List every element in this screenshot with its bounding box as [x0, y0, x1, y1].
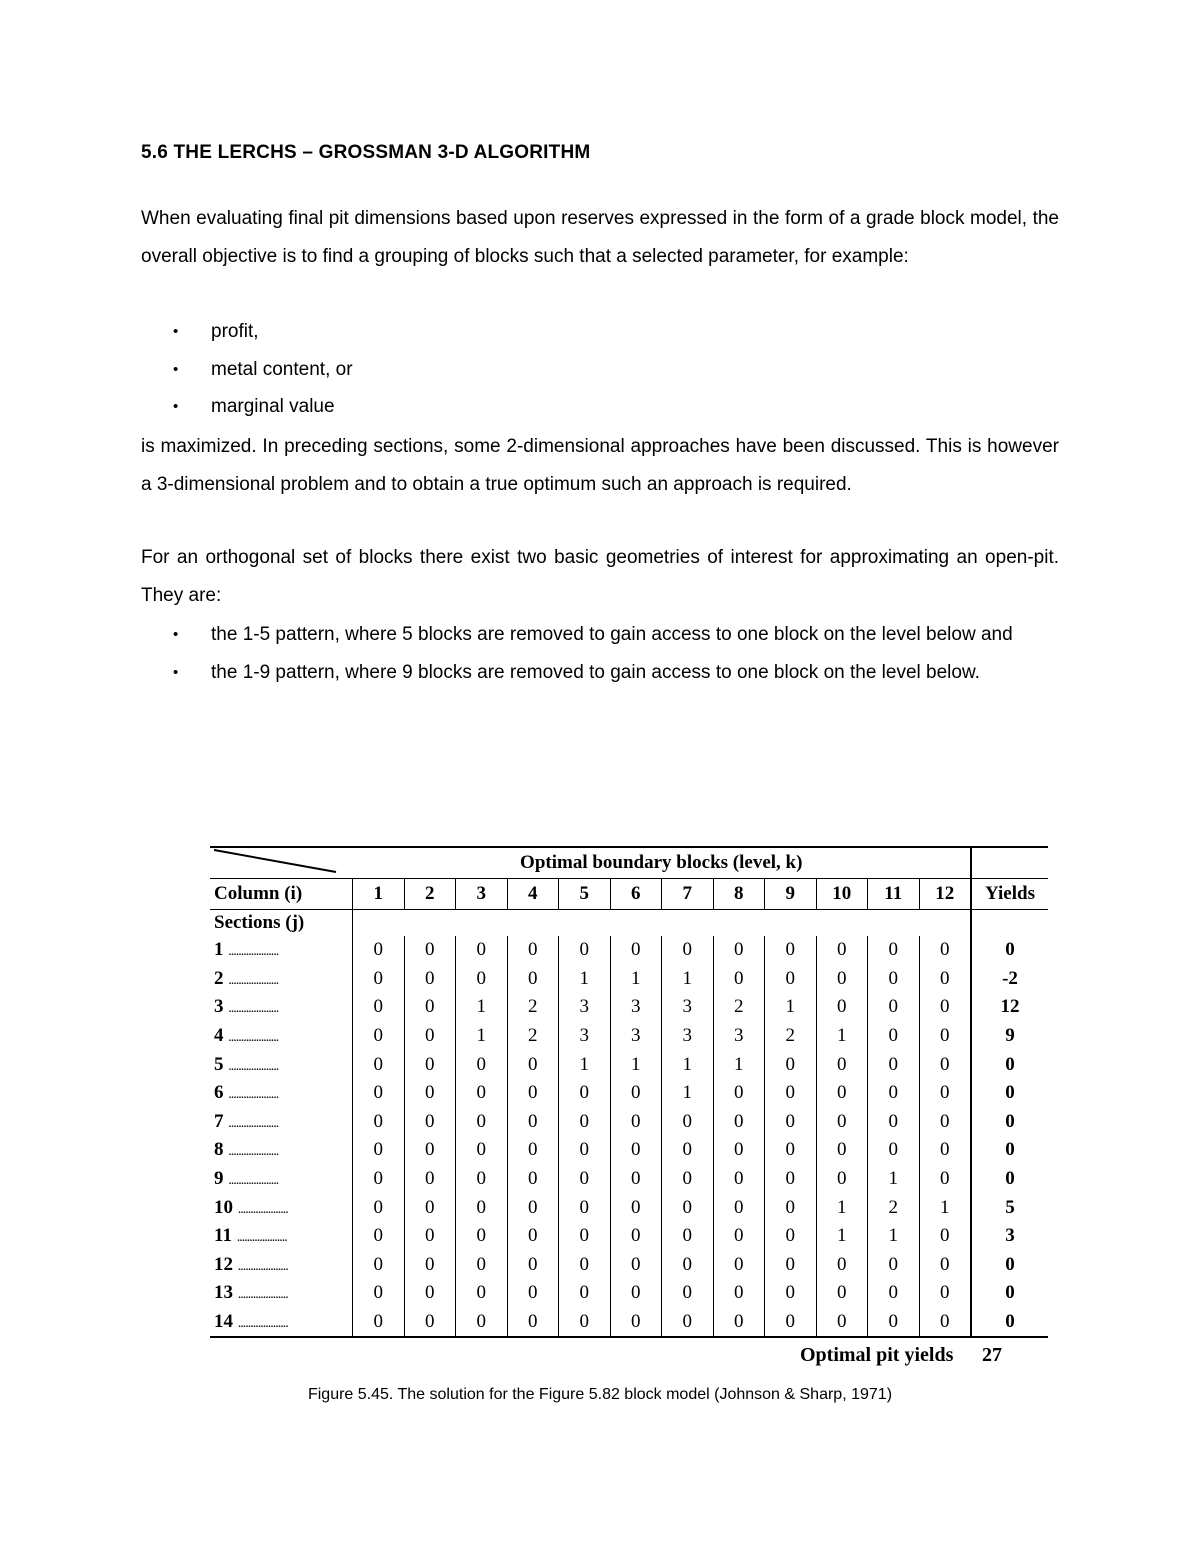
- list-item: • marginal value: [141, 388, 1059, 426]
- table-cell: 0: [456, 1136, 508, 1165]
- table-cell: 0: [456, 1279, 508, 1308]
- column-header: 6: [610, 879, 662, 910]
- table-cell: 0: [507, 1165, 559, 1194]
- table-cell: 0: [507, 965, 559, 994]
- table-cell: 0: [919, 993, 971, 1022]
- table-cell: 0: [559, 936, 611, 965]
- table-cell: 0: [404, 1308, 456, 1338]
- table-cell: 3: [662, 993, 714, 1022]
- table-cell: 0: [404, 1193, 456, 1222]
- table-cell: 0: [353, 1136, 405, 1165]
- table-cell: 0: [456, 1108, 508, 1137]
- table-cell: 0: [816, 1308, 868, 1338]
- list-item: • the 1-5 pattern, where 5 blocks are removed to gain access to one block on the level below and: [141, 616, 1059, 654]
- table-cell: 1: [610, 1050, 662, 1079]
- table-cell: 0: [507, 1251, 559, 1280]
- table-cell: 0: [868, 1136, 920, 1165]
- table-cell: 0: [919, 936, 971, 965]
- table-cell: 0: [816, 936, 868, 965]
- table-row: [210, 1079, 1048, 1108]
- table-cell: 0: [868, 1050, 920, 1079]
- table-cell: 0: [662, 1308, 714, 1338]
- table-row: [210, 1251, 1048, 1280]
- table-cell: 0: [610, 1251, 662, 1280]
- table-cell: 0: [404, 1079, 456, 1108]
- table-row: [210, 1165, 1048, 1194]
- table-cell: 1: [816, 1193, 868, 1222]
- table-cell: 0: [559, 1308, 611, 1338]
- table-cell: 0: [353, 1022, 405, 1051]
- table-row: [210, 1136, 1048, 1165]
- table-cell: 0: [610, 1279, 662, 1308]
- table-cell: 0: [816, 1251, 868, 1280]
- table-cell: 0: [919, 1165, 971, 1194]
- table-cell: 0: [816, 1279, 868, 1308]
- table-cell: 0: [816, 965, 868, 994]
- yield-cell: 0: [971, 1251, 1048, 1280]
- table-cell: 0: [507, 1193, 559, 1222]
- table-cell: 0: [816, 1165, 868, 1194]
- table-row: [210, 1050, 1048, 1079]
- table-cell: 0: [456, 1079, 508, 1108]
- table-cell: 1: [662, 965, 714, 994]
- objective-parameter-list: [141, 313, 1059, 426]
- table-cell: 0: [765, 1165, 817, 1194]
- table-cell: 0: [713, 936, 765, 965]
- table-cell: 0: [559, 1222, 611, 1251]
- table-cell: 3: [559, 1022, 611, 1051]
- table-cell: 0: [868, 993, 920, 1022]
- table-cell: 0: [662, 1108, 714, 1137]
- table-cell: 1: [765, 993, 817, 1022]
- table-cell: 0: [610, 936, 662, 965]
- column-header: 11: [868, 879, 920, 910]
- table-cell: 0: [816, 1136, 868, 1165]
- table-title-row: [210, 847, 1048, 879]
- section-label: 2 ....................: [214, 967, 279, 989]
- yield-cell: 0: [971, 936, 1048, 965]
- summary-label: Optimal pit yields: [800, 1344, 954, 1366]
- list-item: • the 1-9 pattern, where 9 blocks are removed to gain access to one block on the level below.: [141, 654, 1059, 692]
- table-cell: 0: [456, 1050, 508, 1079]
- bullet-icon: •: [173, 626, 179, 643]
- table-cell: 0: [868, 1022, 920, 1051]
- table-cell: 2: [713, 993, 765, 1022]
- yield-cell: 12: [971, 993, 1048, 1022]
- table-cell: 3: [559, 993, 611, 1022]
- table-cell: 0: [662, 1222, 714, 1251]
- table-cell: 0: [456, 936, 508, 965]
- table-cell: 0: [662, 1165, 714, 1194]
- section-label: 14 ....................: [210, 1308, 353, 1338]
- table-row: [210, 1279, 1048, 1308]
- table-row: [210, 965, 1048, 994]
- table-cell: 0: [919, 1136, 971, 1165]
- yield-cell: 0: [971, 1279, 1048, 1308]
- table-cell: 2: [507, 1022, 559, 1051]
- table-cell: 1: [713, 1050, 765, 1079]
- table-cell: 0: [765, 936, 817, 965]
- table-cell: 0: [713, 1251, 765, 1280]
- table-cell: 0: [765, 1050, 817, 1079]
- table-cell: 0: [353, 965, 405, 994]
- table-cell: 0: [868, 1251, 920, 1280]
- table-cell: 0: [353, 1165, 405, 1194]
- table-cell: 1: [662, 1050, 714, 1079]
- table-cell: 0: [353, 1279, 405, 1308]
- table-cell: 0: [456, 1251, 508, 1280]
- table-cell: 2: [868, 1193, 920, 1222]
- table-cell: 0: [559, 1108, 611, 1137]
- summary-value: 27: [982, 1344, 1002, 1366]
- data-table: [210, 846, 1048, 1338]
- list-item: • metal content, or: [141, 351, 1059, 389]
- table-cell: 0: [765, 1136, 817, 1165]
- table-cell: 0: [713, 1165, 765, 1194]
- table-cell: 0: [919, 1108, 971, 1137]
- table-cell: 0: [765, 1251, 817, 1280]
- table-cell: 0: [507, 1279, 559, 1308]
- table-cell: 1: [816, 1222, 868, 1251]
- table-cell: 0: [765, 1193, 817, 1222]
- table-cell: 0: [507, 1079, 559, 1108]
- table-cell: 0: [765, 1108, 817, 1137]
- table-cell: 1: [662, 1079, 714, 1108]
- table-cell: 1: [610, 965, 662, 994]
- table-cell: 0: [919, 965, 971, 994]
- table-cell: 0: [919, 1279, 971, 1308]
- table-cell: 0: [765, 1308, 817, 1338]
- table-cell: 0: [610, 1165, 662, 1194]
- table-cell: 1: [559, 965, 611, 994]
- table-cell: 1: [456, 993, 508, 1022]
- table-cell: 0: [353, 1108, 405, 1137]
- yield-cell: 0: [971, 1308, 1048, 1338]
- table-cell: 0: [919, 1050, 971, 1079]
- table-cell: 0: [713, 1079, 765, 1108]
- column-header: 2: [404, 879, 456, 910]
- table-cell: 2: [765, 1022, 817, 1051]
- table-cell: 0: [868, 1308, 920, 1338]
- yield-cell: 5: [971, 1193, 1048, 1222]
- table-cell: 0: [713, 1222, 765, 1251]
- column-header: 8: [713, 879, 765, 910]
- pit-yields-summary: [800, 1344, 1002, 1367]
- table-cell: 0: [816, 993, 868, 1022]
- yield-cell: 0: [971, 1108, 1048, 1137]
- table-cell: 0: [610, 1136, 662, 1165]
- table-cell: 0: [713, 1308, 765, 1338]
- table-cell: 0: [765, 1279, 817, 1308]
- yield-cell: 9: [971, 1022, 1048, 1051]
- table-cell: 0: [919, 1079, 971, 1108]
- yield-cell: 0: [971, 1165, 1048, 1194]
- table-cell: 1: [559, 1050, 611, 1079]
- table-cell: 0: [353, 1222, 405, 1251]
- section-heading: 5.6 THE LERCHS – GROSSMAN 3-D ALGORITHM: [141, 142, 591, 163]
- table-cell: 0: [919, 1251, 971, 1280]
- table-cell: 0: [507, 1222, 559, 1251]
- table-cell: 0: [404, 1222, 456, 1251]
- column-header: 3: [456, 879, 508, 910]
- table-cell: 1: [456, 1022, 508, 1051]
- table-cell: 0: [353, 936, 405, 965]
- section-label: 13 ....................: [214, 1282, 288, 1304]
- table-cell: 0: [765, 1079, 817, 1108]
- table-cell: 0: [507, 1308, 559, 1338]
- table-cell: 0: [559, 1136, 611, 1165]
- table-cell: 0: [404, 1165, 456, 1194]
- column-header: 10: [816, 879, 868, 910]
- section-label: 4 ....................: [214, 1025, 279, 1047]
- table-cell: 0: [713, 1108, 765, 1137]
- table-cell: 0: [559, 1079, 611, 1108]
- table-cell: 0: [868, 1108, 920, 1137]
- yield-cell: 0: [971, 1136, 1048, 1165]
- table-cell: 0: [507, 1136, 559, 1165]
- section-label: 7 ....................: [214, 1110, 279, 1132]
- bullet-icon: •: [173, 398, 179, 415]
- table-cell: 0: [507, 1108, 559, 1137]
- table-cell: 0: [456, 1222, 508, 1251]
- column-header: 4: [507, 879, 559, 910]
- table-cell: 0: [353, 1050, 405, 1079]
- yield-cell: 0: [971, 1050, 1048, 1079]
- bullet-icon: •: [173, 360, 179, 378]
- table-cell: 0: [816, 1079, 868, 1108]
- section-label: 3 ....................: [214, 996, 279, 1018]
- table-cell: 0: [610, 1079, 662, 1108]
- sections-label-row: [210, 910, 1048, 937]
- table-cell: 0: [353, 1193, 405, 1222]
- yields-header: Yields: [971, 879, 1048, 910]
- table-cell: 0: [507, 936, 559, 965]
- table-cell: 0: [610, 1193, 662, 1222]
- table-cell: 3: [662, 1022, 714, 1051]
- table-cell: 0: [404, 1108, 456, 1137]
- table-cell: 0: [559, 1251, 611, 1280]
- table-cell: 1: [919, 1193, 971, 1222]
- table-cell: 3: [610, 993, 662, 1022]
- bullet-icon: •: [173, 323, 179, 340]
- column-header: 7: [662, 879, 714, 910]
- table-header-row: [210, 879, 1048, 910]
- table-cell: 0: [868, 1079, 920, 1108]
- table-row: [210, 1022, 1048, 1051]
- table-cell: 0: [456, 965, 508, 994]
- table-cell: 0: [713, 1136, 765, 1165]
- column-header: 1: [353, 879, 405, 910]
- section-label: 6 ....................: [214, 1082, 279, 1104]
- table-cell: 0: [404, 1022, 456, 1051]
- table-cell: 0: [610, 1222, 662, 1251]
- table-cell: 0: [868, 936, 920, 965]
- section-label: 10 ....................: [214, 1196, 288, 1218]
- table-cell: 0: [662, 936, 714, 965]
- table-cell: 0: [662, 1193, 714, 1222]
- table-cell: 0: [765, 1222, 817, 1251]
- section-label: 12 ....................: [214, 1253, 288, 1275]
- table-cell: 0: [919, 1308, 971, 1338]
- table-cell: 0: [662, 1251, 714, 1280]
- column-label: Column (i): [210, 879, 353, 910]
- table-row: [210, 1308, 1048, 1338]
- table-cell: 0: [353, 993, 405, 1022]
- table-cell: 0: [559, 1165, 611, 1194]
- table-cell: 0: [868, 965, 920, 994]
- figure-caption: Figure 5.45. The solution for the Figure 5.82 block model (Johnson & Sharp, 1971): [307, 1386, 893, 1403]
- table-row: [210, 1108, 1048, 1137]
- table-cell: 0: [713, 1193, 765, 1222]
- table-cell: 3: [610, 1022, 662, 1051]
- table-cell: 0: [919, 1222, 971, 1251]
- table-cell: 0: [662, 1136, 714, 1165]
- table-title: Optimal boundary blocks (level, k): [353, 847, 972, 879]
- table-cell: 0: [456, 1308, 508, 1338]
- table-row: [210, 1193, 1048, 1222]
- table-cell: 0: [816, 1108, 868, 1137]
- table-row: [210, 1222, 1048, 1251]
- yield-cell: 3: [971, 1222, 1048, 1251]
- column-header: 12: [919, 879, 971, 910]
- yield-cell: 0: [971, 1079, 1048, 1108]
- boundary-blocks-table: [210, 846, 1048, 1338]
- table-cell: 0: [353, 1308, 405, 1338]
- table-cell: 0: [404, 1279, 456, 1308]
- table-cell: 0: [404, 1136, 456, 1165]
- section-label: 11 ....................: [214, 1225, 287, 1247]
- sections-label: Sections (j): [214, 912, 305, 933]
- table-cell: 2: [507, 993, 559, 1022]
- table-cell: 0: [610, 1308, 662, 1338]
- table-cell: 0: [713, 965, 765, 994]
- table-row: [210, 993, 1048, 1022]
- table-cell: 0: [868, 1279, 920, 1308]
- column-header: 5: [559, 879, 611, 910]
- section-label: 9 ....................: [214, 1168, 279, 1190]
- bullet-icon: •: [173, 663, 179, 681]
- intro-paragraph: When evaluating final pit dimensions based upon reserves expressed in the form of a grade block model, the overall objective is to find a grouping of blocks such that a selected parameter, for example:: [141, 208, 1059, 267]
- table-cell: 0: [765, 965, 817, 994]
- table-cell: 0: [713, 1279, 765, 1308]
- table-cell: 0: [456, 1165, 508, 1194]
- table-cell: 0: [404, 936, 456, 965]
- table-cell: 0: [507, 1050, 559, 1079]
- geometry-paragraph: For an orthogonal set of blocks there exist two basic geometries of interest for approximating an open-pit. They are:: [141, 547, 1059, 606]
- list-item: • profit,: [141, 313, 1059, 351]
- pattern-list: [141, 616, 1059, 691]
- section-label: 1 ....................: [214, 939, 279, 961]
- table-cell: 1: [816, 1022, 868, 1051]
- table-cell: 0: [559, 1193, 611, 1222]
- column-header: 9: [765, 879, 817, 910]
- section-label: 5 ....................: [214, 1053, 279, 1075]
- yield-cell: -2: [971, 965, 1048, 994]
- table-cell: 3: [713, 1022, 765, 1051]
- table-cell: 0: [816, 1050, 868, 1079]
- table-cell: 0: [404, 965, 456, 994]
- table-cell: 0: [662, 1279, 714, 1308]
- table-cell: 0: [404, 993, 456, 1022]
- section-label: 8 ....................: [214, 1139, 279, 1161]
- table-cell: 0: [404, 1050, 456, 1079]
- table-cell: 0: [559, 1279, 611, 1308]
- table-cell: 0: [404, 1251, 456, 1280]
- table-cell: 1: [868, 1165, 920, 1194]
- table-cell: 0: [353, 1079, 405, 1108]
- table-row: [210, 936, 1048, 965]
- table-cell: 0: [353, 1251, 405, 1280]
- table-cell: 1: [868, 1222, 920, 1251]
- dimensional-paragraph: is maximized. In preceding sections, some 2-dimensional approaches have been discussed. This is however a 3-dimensional problem and to obtain a true optimum such an approach is required.: [141, 436, 1059, 495]
- table-cell: 0: [610, 1108, 662, 1137]
- table-cell: 0: [919, 1022, 971, 1051]
- table-cell: 0: [456, 1193, 508, 1222]
